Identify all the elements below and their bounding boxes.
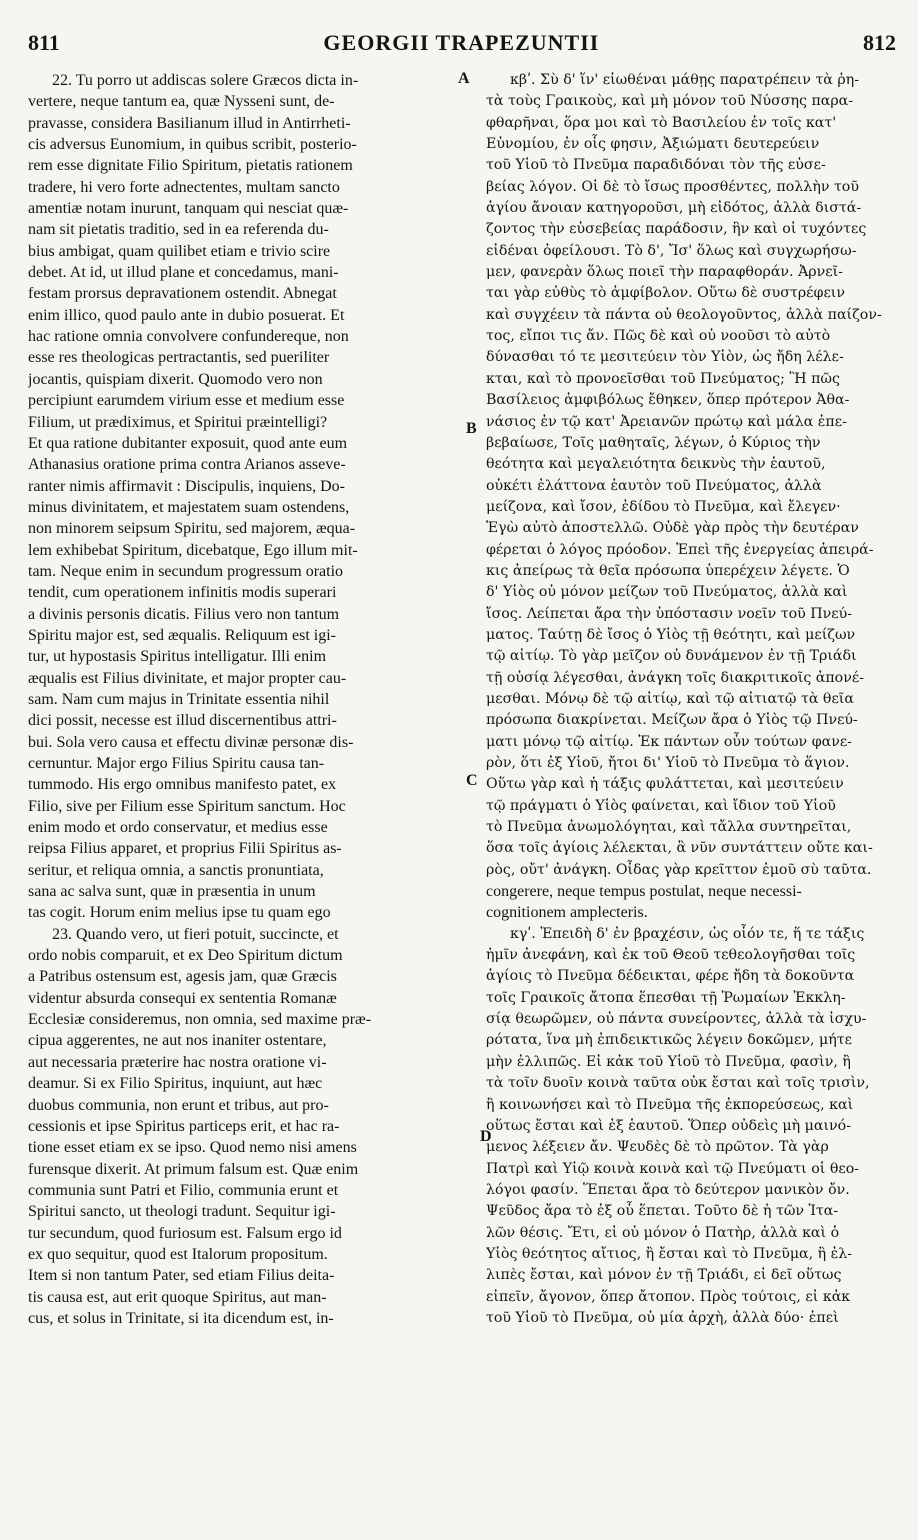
text-line: cus, et solus in Trinitate, si ita dicendum est, in-: [28, 1309, 334, 1327]
text-line: ἴσος. Λείπεται ἄρα τὴν ὑπόστασιν νοεῖν τοῦ Πνεύ-: [486, 605, 853, 622]
text-line: seritur, et reliqua omnia, a sanctis pronuntiata,: [28, 861, 324, 879]
text-line: cognitionem amplecteris.: [486, 904, 648, 922]
text-line: Βασίλειος ἀμφιβόλως ἔθηκεν, ὅπερ πρότερον Ἀθα-: [486, 392, 850, 409]
text-line: τὸ Πνεῦμα ἀνωμολόγηται, καὶ τἄλλα συντηρεῖται,: [486, 819, 852, 836]
text-line: tione esset etiam ex se ipso. Quod nemo nisi amens: [28, 1139, 357, 1157]
text-line: ἁγίου ἄνοιαν κατηγοροῦσι, μὴ εἰδότος, ἀλλὰ διστά-: [486, 200, 862, 217]
text-line: τὰ τοῖν δυοῖν κοινὰ ταῦτα οὐκ ἔσται καὶ τοῖς τρισὶν,: [486, 1075, 870, 1092]
text-line: ματος. Ταύτῃ δὲ ἴσος ὁ Υἱὸς τῇ θεότητι, καὶ μείζων: [486, 626, 856, 643]
text-line: βείας λόγον. Οἱ δὲ τὸ ἴσως προσθέντες, πολλὴν τοῦ: [486, 178, 859, 195]
text-line: μενος λέξειεν ἄν. Ψευδὲς δὲ τὸ πρῶτον. Τὰ γὰρ: [486, 1139, 829, 1156]
text-line: βεβαίωσε, Τοῖς μαθηταῖς, λέγων, ὁ Κύριος τὴν: [486, 434, 821, 451]
text-line: κται, καὶ τὸ προνοεῖσθαι τοῦ Πνεύματος; Ἢ πῶς: [486, 370, 840, 387]
text-line: tas cogit. Horum enim melius ipse tu quam ego: [28, 904, 331, 922]
running-title: GEORGII TRAPEZUNTII: [323, 30, 600, 55]
text-line: κβʹ. Σὺ δ' ἵν' εἰωθέναι μάθῃς παρατρέπειν τὰ ῥη-: [510, 72, 860, 88]
text-line: Filium, ut prædiximus, et Spiritui præintelligi?: [28, 413, 328, 431]
text-line: ὅσα τοῖς ἁγίοις λέλεκται, ἃ νῦν συντάττειν οὔτε και-: [486, 840, 873, 857]
text-line: esse res theologicas pertractantis, sed pueriliter: [28, 349, 330, 367]
text-line: νάσιος ἐν τῷ κατ' Ἀρειανῶν πρώτῳ καὶ μάλα ἐπε-: [486, 413, 847, 430]
text-line: tur secundum, quod furiosum est. Falsum ergo id: [28, 1224, 342, 1242]
text-line: Εὐνομίου, ἐν οἷς φησιν, Ἀξιώματι δευτερεύειν: [486, 136, 820, 153]
text-line: κις ἀπείρως τὰ θεῖα πρόσωπα ὑπερέχειν λέγετε. Ὁ: [486, 562, 850, 579]
text-line: τῇ οὐσίᾳ λέγεσθαι, ἀνάγκη τοῖς διακριτικοῖς ἀπονέ-: [486, 669, 864, 686]
text-line: ρὸς, οὔτ' ἀνάγκη. Οἶδας γὰρ κρεῖττον ἐμοῦ σὺ ταῦτα.: [486, 861, 872, 878]
text-line: μεν, φανερὰν ὅλως ποιεῖ τὴν παραφθοράν. Ἀρνεῖ-: [486, 264, 843, 281]
text-line: σίᾳ θεωρῶμεν, οὐ πάντα συνείροντες, ἀλλὰ τὰ ἰσχυ-: [486, 1011, 867, 1028]
text-line: Ecclesiæ consideremus, non omnia, sed maxime præ-: [28, 1011, 372, 1029]
text-line: furensque dixerit. At primum falsum est. Quæ enim: [28, 1160, 359, 1178]
text-line: Filio, sive per Filium esse Spiritum sanctum. Hoc: [28, 797, 346, 815]
left-page-number: 811: [28, 30, 60, 55]
text-line: tendit, cum operationem infinitis modis superari: [28, 584, 337, 602]
text-line: lem exhibebat Spiritum, dicebatque, Ego illum mit-: [28, 541, 358, 559]
text-line: cipua aggerentes, ne aut nos inaniter ostentare,: [28, 1032, 327, 1050]
text-line: communia sunt Patri et Filio, communia erunt et: [28, 1181, 339, 1199]
text-line: non minorem seipsum Spiritu, sed majorem, æqua-: [28, 520, 356, 538]
text-line: debet. At id, ut illud plane et concedamus, mani-: [28, 264, 339, 282]
text-line: εἰδέναι ὀφείλουσι. Τὸ δ', Ἴσ' ὅλως καὶ συγχωρήσω-: [486, 242, 857, 259]
right-page-number: 812: [862, 30, 896, 55]
text-line: Spiritu major est, sed æqualis. Reliquum est igi-: [28, 626, 336, 644]
text-line: enim illico, quod paulo ante in dubio posuerat. Et: [28, 306, 345, 324]
text-line: τὰ τοὺς Γραικοὺς, καὶ μὴ μόνον τοῦ Νύσσης παρα-: [486, 93, 854, 110]
text-line: Spiritui sancto, ut theologi tradunt. Sequitur igi-: [28, 1203, 336, 1221]
text-line: πρόσωπα διακρίνεται. Μείζων ἄρα ὁ Υἱὸς τῷ Πνεύ-: [486, 712, 858, 729]
text-line: rem esse dignitate Filio Spiritum, pietatis rationem: [28, 157, 353, 175]
text-line: Υἱὸς θεότητος αἴτιος, ἢ ἔσται καὶ τὸ Πνεῦμα, ἢ ἐλ-: [486, 1245, 853, 1262]
text-line: Item si non tantum Pater, sed etiam Filius deita-: [28, 1267, 335, 1285]
page-header: [28, 26, 896, 60]
text-line: ζοντος τὴν εὐσεβείας παράδοσιν, ἣν καὶ οἱ τυχόντες: [486, 221, 867, 238]
text-line: δύνασθαι τό τε μεσιτεύειν τὸν Υἱὸν, ὡς ἤδη λέλε-: [486, 349, 844, 366]
margin-letter-d: D: [480, 1128, 492, 1145]
text-line: ex quo sequitur, quod est Italorum propositum.: [28, 1245, 328, 1263]
text-line: congerere, neque tempus postulat, neque necessi-: [486, 883, 802, 901]
text-line: tummodo. His ergo omnibus manifesto patet, ex: [28, 776, 337, 794]
text-line: cessionis et ipse Spiritus particeps erit, et hac ra-: [28, 1117, 340, 1135]
text-line: καὶ συγχέειν τὰ πάντα οὐ θεολογοῦντος, ἀλλὰ παίζον-: [486, 306, 882, 323]
text-line: ἁγίοις τὸ Πνεῦμα δέδεικται, φέρε ἤδη τὰ δοκοῦντα: [486, 968, 855, 985]
text-line: δ' Υἱὸς οὐ μόνον μείζων τοῦ Πνεύματος, ἀλλὰ καὶ: [486, 584, 848, 601]
text-line: pravasse, considera Basilianum illud in Antirrheti-: [28, 114, 351, 132]
text-line: tradere, hi vero forte adnectentes, multam sancto: [28, 178, 340, 196]
text-line: aut necessaria præterire hac nostra oratione vi-: [28, 1053, 327, 1071]
text-line: a divinis personis dicatis. Filius vero non tantum: [28, 605, 340, 623]
text-line: videntur absurda consequi ex sententia Romanæ: [28, 989, 337, 1007]
text-line: 23. Quando vero, ut fieri potuit, succincte, et: [52, 925, 339, 943]
text-line: deamur. Si ex Filio Spiritus, inquiunt, aut hæc: [28, 1075, 323, 1093]
text-line: dici possit, necesse est illud discernentibus attri-: [28, 712, 337, 730]
text-line: tis causa est, aut erit quoque Spiritus, aut man-: [28, 1288, 327, 1306]
margin-letter-a: A: [458, 70, 470, 87]
text-line: φέρεται ὁ λόγος πρόοδον. Ἐπεὶ τῆς ἐνεργείας ἀπειρά-: [486, 541, 874, 558]
text-line: enim modo et ordo conservatur, et medius esse: [28, 819, 328, 837]
text-line: cis adversus Eunomium, in quibus scribit, posterio-: [28, 136, 357, 154]
text-line: θεότητα καὶ μεγαλειότητα δεικνὺς τὴν ἑαυτοῦ,: [486, 456, 826, 473]
text-line: εἰπεῖν, ἄγονον, ὅπερ ἄτοπον. Πρὸς τούτοις, εἰ κἀκ: [486, 1288, 851, 1305]
text-line: amentiæ notam inurunt, tanquam qui nesciat quæ-: [28, 200, 349, 218]
text-line: nam sit pietatis traditio, sed in ea referenda du-: [28, 221, 329, 239]
text-line: ρότατα, ἵνα μὴ ἐπιδεικτικῶς λέγειν δοκῶμεν, μήτε: [486, 1032, 852, 1049]
text-line: μείζονα, καὶ ἴσον, ἐδίδου τὸ Πνεῦμα, καὶ ἔλεγεν·: [486, 498, 841, 515]
text-line: Et qua ratione dubitanter exposuit, quod ante eum: [28, 434, 348, 452]
text-line: Ἐγὼ αὐτὸ ἀποστελλῶ. Οὐδὲ γὰρ πρὸς τὴν δευτέραν: [486, 520, 859, 537]
text-line: μὴν ἐλλιπῶς. Εἰ κἀκ τοῦ Υἱοῦ τὸ Πνεῦμα, φασὶν, ἢ: [486, 1053, 851, 1070]
text-line: a Patribus ostensum est, agesis jam, quæ Græcis: [28, 968, 337, 986]
greek-column: [486, 70, 898, 1329]
text-line: reipsa Filius apparet, et proprius Filii Spiritus as-: [28, 840, 342, 858]
text-line: sam. Nam cum majus in Trinitate essentia nihil: [28, 690, 330, 708]
text-line: æqualis est Filius divinitate, et major propter cau-: [28, 669, 347, 687]
text-line: φθαρῆναι, ὅρα μοι καὶ τὸ Βασιλείου ἐν τοῖς κατ': [486, 114, 837, 131]
text-line: Οὕτω γὰρ καὶ ἡ τάξις φυλάττεται, καὶ μεσιτεύειν: [486, 776, 844, 793]
text-line: τοῦ Υἱοῦ τὸ Πνεῦμα, οὐ μία ἀρχὴ, ἀλλὰ δύο· ἐπεὶ: [486, 1309, 839, 1326]
text-line: τῷ πράγματι ὁ Υἱὸς φαίνεται, καὶ ἴδιον τοῦ Υἱοῦ: [486, 797, 836, 814]
text-line: ranter nimis affirmavit : Discipulis, inquiens, Do-: [28, 477, 345, 495]
text-line: minus divinitatem, et majestatem suam ostendens,: [28, 498, 350, 516]
text-line: tur, ut hypostasis Spiritus intelligatur. Illi enim: [28, 648, 327, 666]
text-line: vertere, neque tantum ea, quæ Nysseni sunt, de-: [28, 93, 335, 111]
text-line: cernuntur. Major ergo Filius Spiritu causa tan-: [28, 755, 325, 772]
text-line: duobus communia, non erunt et tribus, aut pro-: [28, 1096, 329, 1114]
text-line: οὐκέτι ἐλάττονα ἑαυτὸν τοῦ Πνεύματος, ἀλλὰ: [486, 477, 822, 494]
text-line: 22. Tu porro ut addiscas solere Græcos dicta in-: [52, 72, 359, 89]
text-line: κγʹ. Ἐπειδὴ δ' ἐν βραχέσιν, ὡς οἷόν τε, ἥ τε τάξις: [510, 925, 865, 942]
margin-letter-c: C: [466, 772, 478, 789]
text-line: ordo nobis comparuit, et ex Deo Spiritum dictum: [28, 947, 343, 965]
text-line: τοῖς Γραικοῖς ἄτοπα ἕπεσθαι τῇ Ῥωμαίων Ἐκκλη-: [486, 989, 846, 1006]
text-line: τος, εἴποι τις ἄν. Πῶς δὲ καὶ οὐ νοοῦσι τὸ αὐτὸ: [486, 328, 831, 345]
text-line: ἡμῖν ἀνεφάνη, καὶ ἐκ τοῦ Θεοῦ τεθεολογῆσθαι τοῖς: [486, 947, 856, 964]
text-line: bius ambigat, quam quilibet etiam e trivio scire: [28, 242, 331, 260]
text-line: λῶν θέσις. Ἔτι, εἰ οὐ μόνον ὁ Πατὴρ, ἀλλὰ καὶ ὁ: [486, 1224, 840, 1241]
text-line: percipiunt earumdem virium esse et medium esse: [28, 392, 345, 410]
text-line: tam. Neque enim in secundum progressum oratio: [28, 562, 344, 580]
text-line: Ψεῦδος ἄρα τὸ ἐξ οὗ ἕπεται. Τοῦτο δὲ ἡ τῶν Ἰτα-: [486, 1203, 839, 1220]
text-line: οὕτως ἔσται καὶ ἐξ ἑαυτοῦ. Ὅπερ οὐδεὶς μὴ μαινό-: [486, 1117, 851, 1134]
text-line: sana ac salva sunt, quæ in præsentia in unum: [28, 883, 316, 901]
text-line: ἢ κοινωνήσει καὶ τὸ Πνεῦμα τῆς ἐκπορεύσεως, καὶ: [486, 1096, 854, 1113]
text-line: ρὸν, ὅτι ἐξ Υἱοῦ, ἤτοι δι' Υἱοῦ τὸ Πνεῦμα τὸ ἅγιον.: [486, 755, 850, 771]
latin-column: [28, 70, 458, 1329]
text-line: μεσθαι. Μόνῳ δὲ τῷ αἰτίῳ, καὶ τῷ αἰτιατῷ τὰ θεῖα: [486, 690, 854, 707]
text-line: τοῦ Υἱοῦ τὸ Πνεῦμα παραδιδόναι τὸν τῆς εὐσε-: [486, 157, 826, 174]
text-line: λιπὲς ἔσται, καὶ μόνον ἐν τῇ Τριάδι, εἰ δεῖ οὕτως: [486, 1267, 842, 1284]
text-line: λόγοι φασίν. Ἕπεται ἄρα τὸ δεύτερον μανικὸν ὄν.: [486, 1181, 850, 1198]
text-line: Πατρὶ καὶ Υἱῷ κοινὰ κοινὰ καὶ τῷ Πνεύματι οἱ θεο-: [486, 1160, 860, 1177]
text-line: ται γὰρ εὐθὺς τὸ ἀμφίβολον. Οὕτω δὲ συστρέφειν: [486, 285, 845, 302]
text-line: hac ratione omnia convolvere confundereque, non: [28, 328, 349, 346]
margin-letter-b: B: [466, 420, 477, 437]
text-line: Athanasius oratione prima contra Arianos asseve-: [28, 456, 346, 474]
text-line: ματι μόνῳ τῷ αἰτίῳ. Ἐκ πάντων οὖν τούτων φανε-: [486, 733, 852, 750]
text-line: τῷ αἰτίῳ. Τὸ γὰρ μεῖζον οὐ δυνάμενον ἐν τῇ Τριάδι: [486, 648, 857, 665]
text-line: jocantis, quispiam dixerit. Quomodo vero non: [28, 370, 323, 388]
text-line: bui. Sola vero causa et effectu divinæ personæ dis-: [28, 733, 354, 751]
text-line: festam prorsus depravationem ostendit. Abnegat: [28, 285, 337, 303]
